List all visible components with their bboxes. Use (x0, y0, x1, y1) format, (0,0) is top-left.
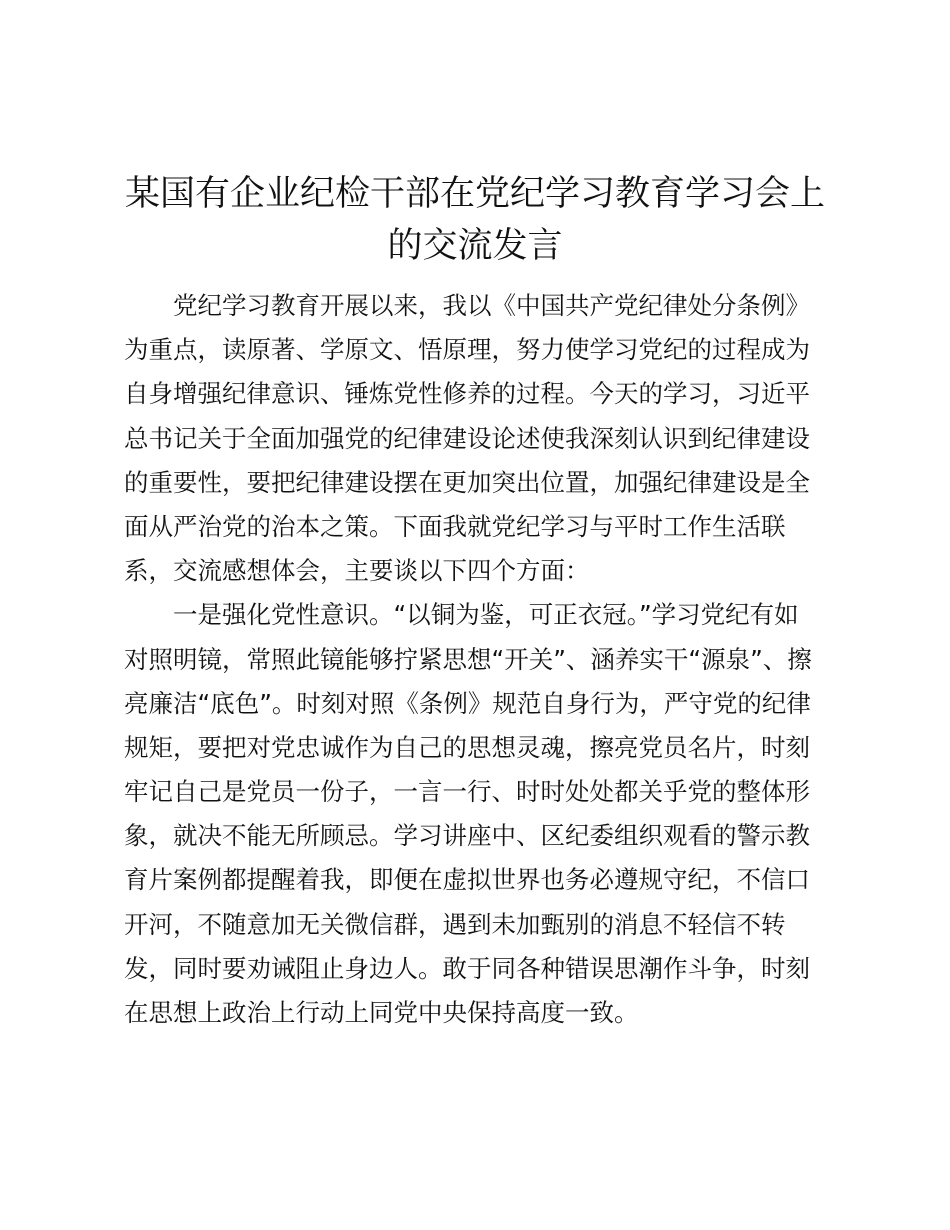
title-line: 某国有企业纪检干部在党纪学习教育学习会上 (124, 174, 825, 214)
paragraph-line: 亮廉洁“底色”。时刻对照《条例》规范自身行为，严守党的纪律 (124, 688, 811, 718)
paragraph-line: 党纪学习教育开展以来，我以《中国共产党纪律处分条例》 (173, 291, 810, 320)
paragraph-line: 一是强化党性意识。“以铜为鉴，可正衣冠。”学习党纪有如 (173, 600, 799, 630)
paragraph-line: 总书记关于全面加强党的纪律建设论述使我深刻认识到纪律建设 (124, 423, 810, 453)
paragraph-line: 面从严治党的治本之策。下面我就党纪学习与平时工作生活联 (124, 511, 786, 541)
document-body (124, 284, 834, 1035)
paragraph-line: 育片案例都提醒着我，即便在虚拟世界也务必遵规守纪，不信口 (124, 865, 810, 895)
paragraph-line: 系，交流感想体会，主要谈以下四个方面： (124, 556, 590, 586)
paragraph-line: 发，同时要劝诫阻止身边人。敢于同各种错误思潮作斗争，时刻 (124, 953, 810, 983)
document-title (120, 168, 830, 272)
paragraph-line: 对照明镜，常照此镜能够拧紧思想“开关”、涵养实干“源泉”、擦 (124, 644, 812, 674)
paragraph-line: 在思想上政治上行动上同党中央保持高度一致。 (124, 998, 639, 1027)
paragraph-2 (124, 593, 834, 1035)
paragraph-line: 规矩，要把对党忠诚作为自己的思想灵魂，擦亮党员名片，时刻 (124, 732, 810, 762)
paragraph-line: 牢记自己是党员一份子，一言一行、时时处处都关乎党的整体形 (124, 777, 810, 807)
paragraph-line: 开河，不随意加无关微信群，遇到未加甄别的消息不轻信不转 (124, 909, 786, 939)
paragraph-line: 为重点，读原著、学原文、悟原理，努力使学习党纪的过程成为 (124, 335, 810, 365)
paragraph-line: 象，就决不能无所顾忌。学习讲座中、区纪委组织观看的警示教 (124, 821, 810, 851)
title-line: 的交流发言 (387, 226, 563, 266)
paragraph-1 (124, 284, 834, 593)
paragraph-line: 的重要性，要把纪律建设摆在更加突出位置，加强纪律建设是全 (124, 467, 810, 497)
paragraph-line: 自身增强纪律意识、锤炼党性修养的过程。今天的学习，习近平 (124, 379, 810, 409)
